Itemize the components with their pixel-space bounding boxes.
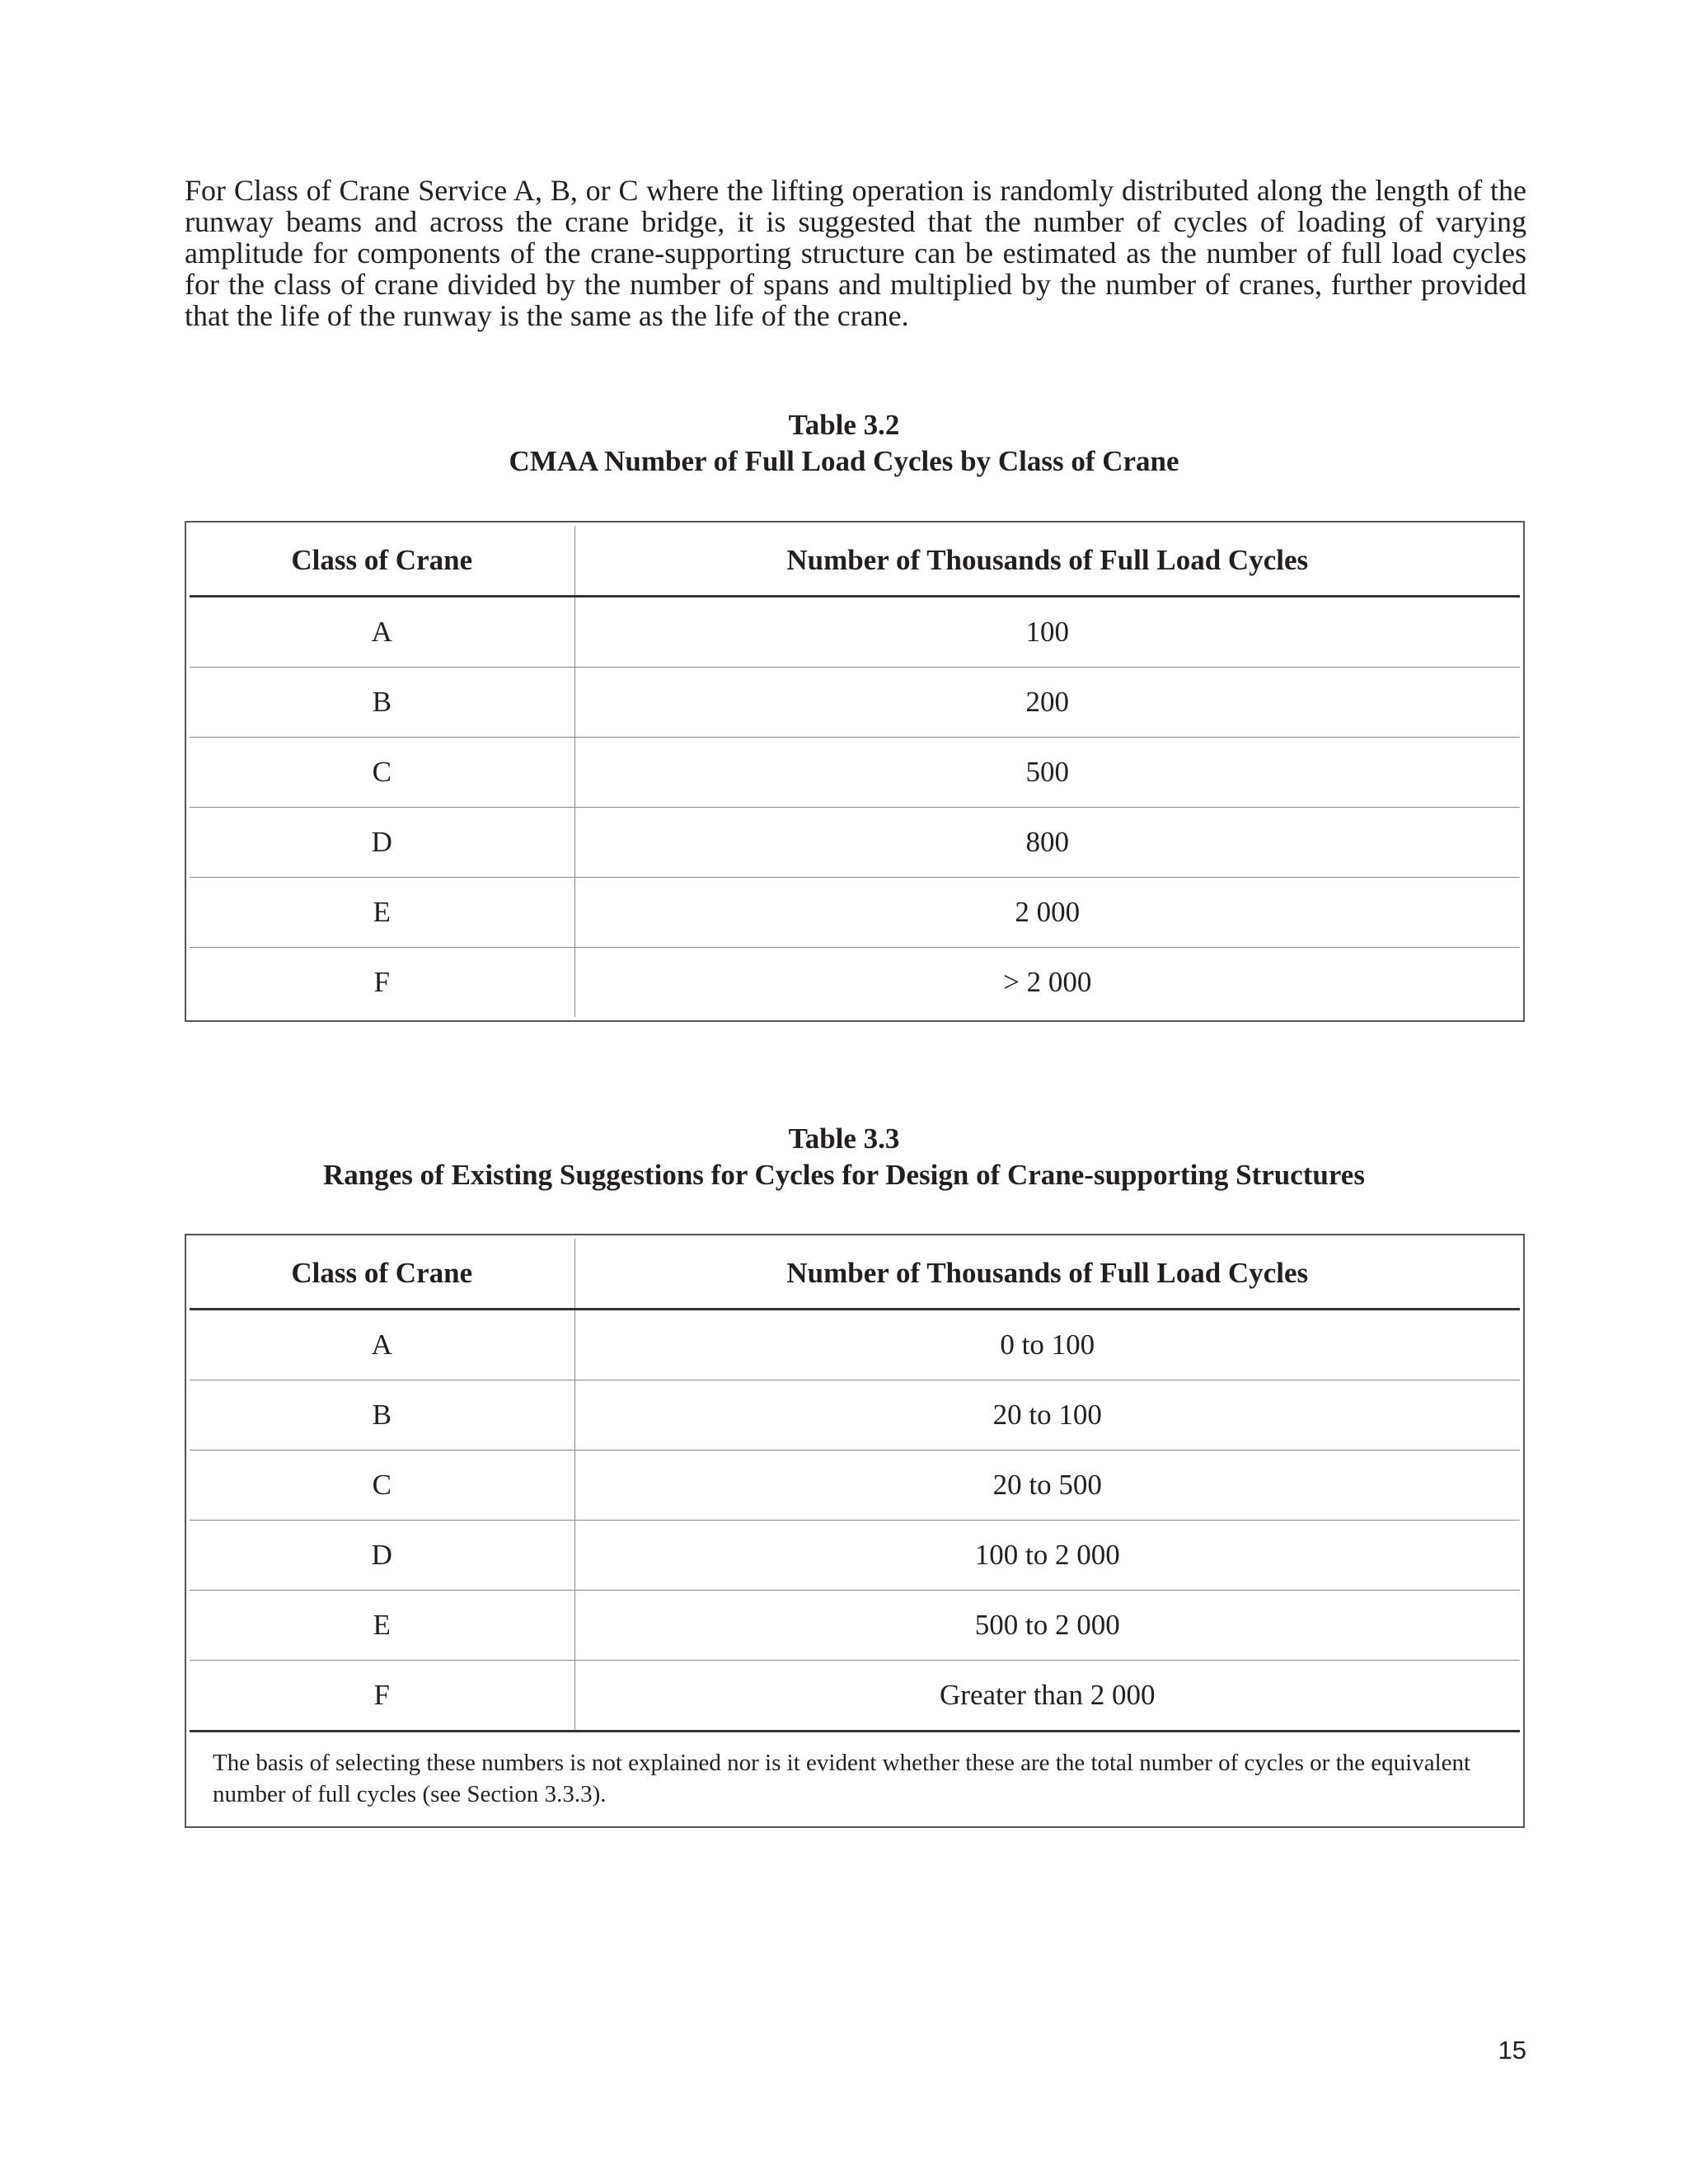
- cell-class: C: [190, 738, 574, 808]
- table-3-2-number: Table 3.2: [788, 409, 900, 441]
- cell-cycles: 20 to 100: [574, 1380, 1520, 1451]
- table-row: [190, 948, 1520, 1018]
- table-note-row: [190, 1732, 1520, 1824]
- table-3-3-title: Ranges of Existing Suggestions for Cycles for Design of Crane-supporting Structures: [323, 1159, 1365, 1191]
- table-row: [190, 1380, 1520, 1451]
- table-note: The basis of selecting these numbers is not explained nor is it evident whether these are the total number of cycles or the equivalent number of full cycles (see Section 3.3.3).: [190, 1732, 1520, 1824]
- cell-class: F: [190, 948, 574, 1018]
- cell-cycles: 2 000: [574, 878, 1520, 948]
- cell-cycles: 500: [574, 738, 1520, 808]
- table-row: [190, 738, 1520, 808]
- cell-cycles: 800: [574, 808, 1520, 878]
- cell-class: B: [190, 668, 574, 738]
- cell-cycles: 20 to 500: [574, 1451, 1520, 1521]
- table-row: [190, 808, 1520, 878]
- header-class-of-crane: Class of Crane: [190, 1239, 574, 1310]
- page-number: 15: [1498, 2036, 1526, 2064]
- table-3-3-number: Table 3.3: [788, 1122, 900, 1155]
- cell-class: D: [190, 808, 574, 878]
- cell-class: D: [190, 1521, 574, 1591]
- cell-class: E: [190, 878, 574, 948]
- table-3-3: [185, 1234, 1525, 1828]
- table-header-row: [190, 1239, 1520, 1310]
- table-row: [190, 1661, 1520, 1732]
- table-3-2: [185, 521, 1525, 1022]
- header-class-of-crane: Class of Crane: [190, 526, 574, 597]
- cell-cycles: 100 to 2 000: [574, 1521, 1520, 1591]
- cell-class: C: [190, 1451, 574, 1521]
- table-row: [190, 597, 1520, 668]
- table-row: [190, 668, 1520, 738]
- cell-cycles: 0 to 100: [574, 1310, 1520, 1380]
- table-3-2-title: CMAA Number of Full Load Cycles by Class of Crane: [509, 445, 1179, 477]
- table-3-3-caption: [0, 1121, 1688, 1193]
- table-header-row: [190, 526, 1520, 597]
- table-row: [190, 1521, 1520, 1591]
- cell-cycles: Greater than 2 000: [574, 1661, 1520, 1732]
- cell-class: E: [190, 1591, 574, 1661]
- cell-class: A: [190, 597, 574, 668]
- cell-cycles: 200: [574, 668, 1520, 738]
- table-row: [190, 878, 1520, 948]
- cell-class: B: [190, 1380, 574, 1451]
- intro-paragraph: For Class of Crane Service A, B, or C where the lifting operation is randomly distributed along the length of the runway beams and across the crane bridge, it is suggested that the number of cycles of loading of varying amplitude for components of the crane-supporting structure can be estimated as the number of full load cycles for the class of crane divided by the number of spans and multiplied by the number of cranes, further provided that the life of the runway is the same as the life of the crane.: [185, 174, 1526, 332]
- cell-cycles: 100: [574, 597, 1520, 668]
- table-row: [190, 1310, 1520, 1380]
- cell-class: F: [190, 1661, 574, 1732]
- table-3-2-caption: [0, 407, 1688, 480]
- cell-class: A: [190, 1310, 574, 1380]
- header-full-load-cycles: Number of Thousands of Full Load Cycles: [574, 526, 1520, 597]
- table-row: [190, 1451, 1520, 1521]
- table-row: [190, 1591, 1520, 1661]
- cell-cycles: 500 to 2 000: [574, 1591, 1520, 1661]
- header-full-load-cycles: Number of Thousands of Full Load Cycles: [574, 1239, 1520, 1310]
- cell-cycles: > 2 000: [574, 948, 1520, 1018]
